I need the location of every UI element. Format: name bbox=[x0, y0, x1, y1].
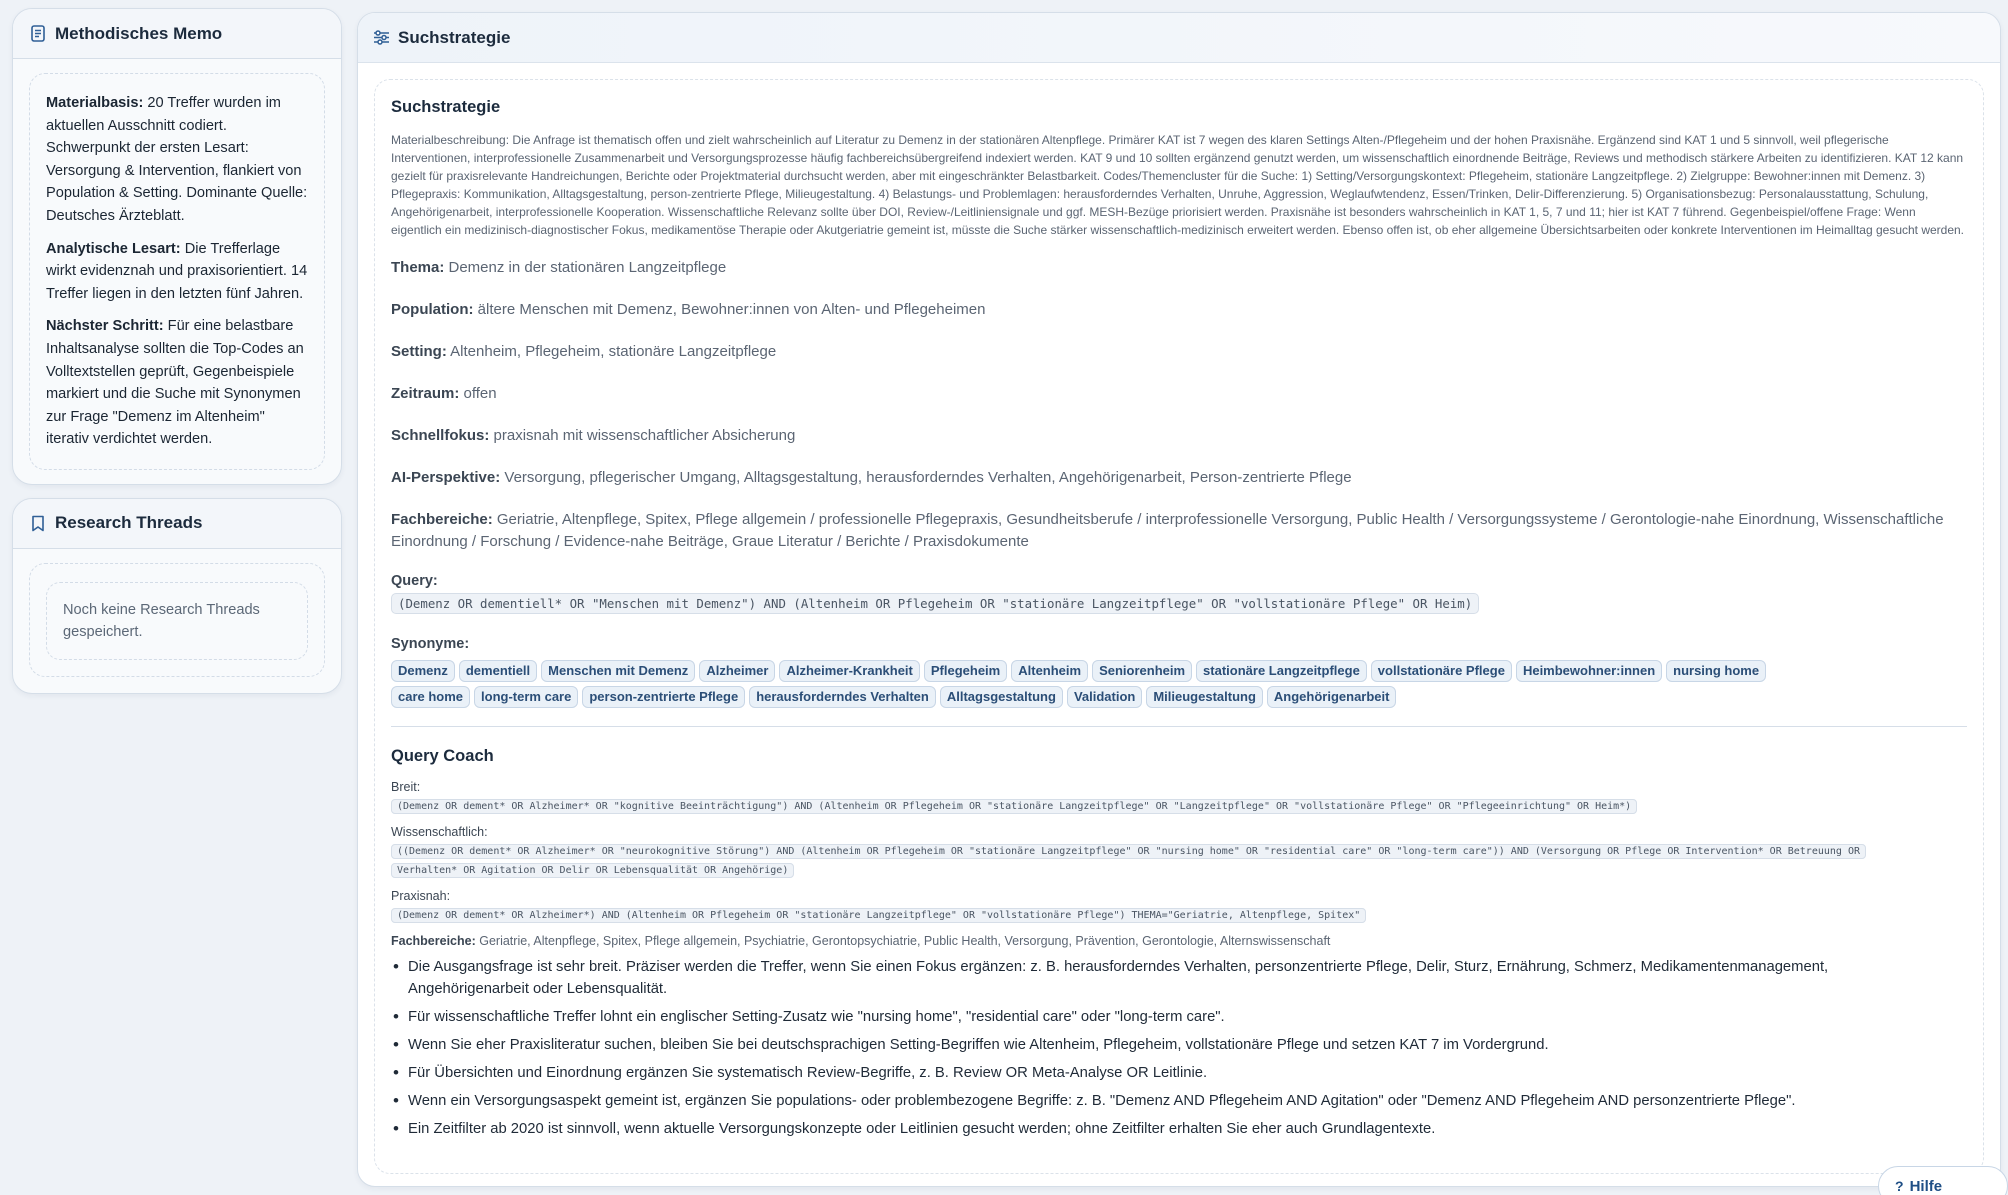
bookmark-icon bbox=[29, 514, 47, 532]
panel-header bbox=[358, 13, 2000, 63]
research-threads-list bbox=[29, 563, 325, 677]
memo-text: Für eine belastbare Inhaltsanalyse sollten die Top-Codes an Volltextstellen geprüft, Gegenbeispiele markiert und die Suche mit Synonymen zur Frage "Demenz im Altenheim" iterativ verdichtet werden. bbox=[46, 318, 304, 448]
research-threads-card bbox=[12, 498, 342, 694]
coach-tip: • Wenn Sie eher Praxisliteratur suchen, bleiben Sie bei deutschsprachigen Setting-Begriffen wie Altenheim, Pflegeheim, vollstationäre Pflege und setzen KAT 7 im Vordergrund. bbox=[391, 1034, 1951, 1056]
field-value: praxisnah mit wissenschaftlicher Absicherung bbox=[489, 427, 796, 444]
synonym-chip[interactable]: nursing home bbox=[1666, 660, 1766, 682]
strategy-heading: Suchstrategie bbox=[391, 98, 501, 116]
praxisnah-label: Praxisnah: bbox=[391, 889, 451, 903]
memo-paragraph bbox=[46, 238, 308, 306]
sliders-icon bbox=[372, 29, 390, 47]
strategy-field bbox=[391, 257, 1967, 279]
query-code[interactable]: (Demenz OR dementiell* OR "Menschen mit Demenz") AND (Altenheim OR Pflegeheim OR "stationäre Langzeitpflege" OR "vollstationäre Pflege" OR Heim) bbox=[391, 593, 1479, 614]
synonym-chip[interactable]: Angehörigenarbeit bbox=[1267, 686, 1397, 708]
research-threads-empty: Noch keine Research Threads gespeichert. bbox=[46, 582, 308, 660]
memo-label: Materialbasis: bbox=[46, 95, 144, 111]
breit-query[interactable]: (Demenz OR dement* OR Alzheimer* OR "kognitive Beeinträchtigung") AND (Altenheim OR Pflegeheim OR "stationäre Langzeitpflege" OR "Langzeitpflege" OR "vollstationäre Pflege" OR "Pflegeeinrichtung" OR Heim*) bbox=[391, 799, 1637, 814]
breit-label: Breit: bbox=[391, 780, 421, 794]
field-label: Schnellfokus: bbox=[391, 427, 490, 444]
strategy-field bbox=[391, 299, 1967, 321]
research-threads-header bbox=[13, 499, 341, 549]
material-description: Materialbeschreibung: Die Anfrage ist thematisch offen und zielt wahrscheinlich auf Literatur zu Demenz in der stationären Altenpflege. Primärer KAT ist 7 wegen des klaren Settings Alten-/Pflegeheim und der hohen Praxisnähe. Ergänzend sind KAT 1 und 5 sinnvoll, weil pflegerische Interventionen, interprofessionelle Zusammenarbeit und Versorgungsprozesse häufig fachbereichsübergreifend indexiert werden. KAT 9 und 10 sollten ergänzend genutzt werden, um wissenschaftlich einordnende Beiträge, Reviews und methodisch stärkere Arbeiten zu identifizieren. KAT 12 kann gezielt für praxisrelevante Handreichungen, Berichte oder Projektmaterial durchsucht werden, aber mit eingeschränkter Belastbarkeit. Codes/Themencluster für die Suche: 1) Setting/Versorgungskontext: Pflegeheim, stationäre Langzeitpflege. 2) Zielgruppe: Bewohner:innen mit Demenz. 3) Pflegepraxis: Kommunikation, Alltagsgestaltung, person-zentrierte Pflege, Milieugestaltung. 4) Belastungs- und Problemlagen: herausforderndes Verhalten, Unruhe, Aggression, Weglaufwtendenz, Essen/Trinken, Delir-Differenzierung. 5) Organisationsbezug: Personalausstattung, Schulung, Angehörigenarbeit, interprofessionelle Kooperation. Wissenschaftliche Relevanz sollte über DOI, Review-/Leitliniensignale und ggf. MESH-Bezüge priorisiert werden. Praxisnähe ist besonders wahrscheinlich in KAT 1, 5, 7 und 11; hier ist KAT 7 führend. Gegenbeispiel/offene Frage: Wenn eigentlich ein medizinisch-diagnostischer Fokus, medikamentöse Therapie oder Akutgeriatrie gemeint ist, müsste die Suche stärker wissenschaftlich-medizinisch erweitert werden. Ebenso offen ist, ob eher allgemeine Übersichtsarbeiten oder konkrete Interventionen im Heimalltag gesucht werden. bbox=[391, 133, 1965, 237]
field-label: Setting: bbox=[391, 343, 447, 360]
memo-label: Nächster Schritt: bbox=[46, 318, 164, 335]
synonym-chip[interactable]: care home bbox=[391, 686, 470, 708]
help-label: Hilfe bbox=[1909, 1177, 1943, 1195]
field-label: AI-Perspektive: bbox=[391, 469, 501, 486]
strategy-field bbox=[391, 509, 1967, 553]
field-label: Zeitraum: bbox=[391, 385, 460, 402]
divider bbox=[391, 726, 1967, 727]
strategy-field bbox=[391, 383, 1967, 405]
synonym-chip[interactable]: Seniorenheim bbox=[1092, 660, 1192, 682]
praxisnah-query[interactable]: (Demenz OR dement* OR Alzheimer*) AND (Altenheim OR Pflegeheim OR "stationäre Langzeitpflege" OR "vollstationäre Pflege") THEMA="Geriatrie, Altenpflege, Spitex" bbox=[391, 908, 1366, 923]
synonym-chip[interactable]: Menschen mit Demenz bbox=[541, 660, 695, 682]
synonym-chip[interactable]: Altenheim bbox=[1011, 660, 1088, 682]
field-value: Altenheim, Pflegeheim, stationäre Langzeitpflege bbox=[446, 343, 777, 360]
help-button[interactable] bbox=[1878, 1166, 2008, 1195]
document-icon bbox=[29, 25, 47, 43]
synonym-chip[interactable]: Alzheimer-Krankheit bbox=[779, 660, 919, 682]
coach-fachbereiche-label: Fachbereiche: bbox=[391, 934, 476, 948]
coach-tip: • Ein Zeitfilter ab 2020 ist sinnvoll, wenn aktuelle Versorgungskonzepte oder Leitlinien gesucht werden; ohne Zeitfilter erhalten Sie eher auch Grundlagentexte. bbox=[391, 1118, 1951, 1140]
coach-tips bbox=[391, 956, 1967, 1140]
research-threads-title: Research Threads bbox=[55, 513, 203, 533]
memo-content bbox=[29, 73, 325, 470]
strategy-field bbox=[391, 425, 1967, 447]
field-value: Geriatrie, Altenpflege, Spitex, Pflege allgemein / professionelle Pflegepraxis, Gesundheitsberufe / interprofessionelle Versorgung, Public Health / Versorgungssysteme / Gerontologie-nahe Einordnung, Wissenschaftliche Einordnung / Forschung / Evidence-nahe Beiträge, Graue Literatur / Berichte / Praxisdokumente bbox=[391, 511, 1944, 550]
synonym-chip[interactable]: long-term care bbox=[474, 686, 578, 708]
synonym-chip[interactable]: herausforderndes Verhalten bbox=[749, 686, 936, 708]
panel-title: Suchstrategie bbox=[398, 27, 511, 47]
coach-fachbereiche-value: Geriatrie, Altenpflege, Spitex, Pflege allgemein, Psychiatrie, Gerontopsychiatrie, Public Health, Versorgung, Prävention, Gerontologie, Alternswissenschaft bbox=[475, 934, 1331, 948]
wissenschaftlich-label: Wissenschaftlich: bbox=[391, 825, 488, 839]
field-value: Versorgung, pflegerischer Umgang, Alltagsgestaltung, herausforderndes Verhalten, Angehörigenarbeit, Person-zentrierte Pflege bbox=[500, 469, 1352, 486]
help-icon: ? bbox=[1895, 1178, 1904, 1194]
search-strategy-panel bbox=[357, 12, 2001, 1187]
synonym-chips bbox=[391, 660, 1811, 708]
left-column bbox=[12, 8, 342, 694]
coach-tip: • Die Ausgangsfrage ist sehr breit. Präziser werden die Treffer, wenn Sie einen Fokus ergänzen: z. B. herausforderndes Verhalten, personzentrierte Pflege, Delir, Sturz, Ernährung, Schmerz, Medikamentenmanagement, Angehörigenarbeit oder Lebensqualität. bbox=[391, 956, 1951, 1000]
wissenschaftlich-query[interactable]: ((Demenz OR dement* OR Alzheimer* OR "neurokognitive Störung") AND (Altenheim OR Pflegeheim OR "stationäre Langzeitpflege" OR "nursing home" OR "residential care" OR "long-term care")) AND (Versorgung OR Pflege OR Intervention* OR Betreuung OR Verhalten* OR Agitation OR Delir OR Lebensqualität OR Angehörige) bbox=[391, 844, 1866, 878]
field-value: ältere Menschen mit Demenz, Bewohner:innen von Alten- und Pflegeheimen bbox=[473, 301, 986, 318]
coach-tip: • Für wissenschaftliche Treffer lohnt ein englischer Setting-Zusatz wie "nursing home", "residential care" oder "long-term care". bbox=[391, 1006, 1951, 1028]
synonym-chip[interactable]: vollstationäre Pflege bbox=[1371, 660, 1512, 682]
synonym-chip[interactable]: Demenz bbox=[391, 660, 455, 682]
memo-label: Analytische Lesart: bbox=[46, 240, 181, 257]
memo-card bbox=[12, 8, 342, 485]
field-label: Fachbereiche: bbox=[391, 511, 493, 528]
memo-paragraph bbox=[46, 315, 308, 451]
synonym-chip[interactable]: Alzheimer bbox=[699, 660, 775, 682]
field-label: Population: bbox=[391, 301, 474, 318]
memo-title: Methodisches Memo bbox=[55, 23, 223, 43]
synonym-chip[interactable]: stationäre Langzeitpflege bbox=[1196, 660, 1367, 682]
synonym-chip[interactable]: person-zentrierte Pflege bbox=[582, 686, 745, 708]
synonym-chip[interactable]: Validation bbox=[1067, 686, 1142, 708]
field-value: offen bbox=[459, 385, 497, 402]
strategy-content bbox=[374, 79, 1984, 1174]
synonym-chip[interactable]: dementiell bbox=[459, 660, 537, 682]
synonym-chip[interactable]: Milieugestaltung bbox=[1146, 686, 1263, 708]
coach-tip: • Für Übersichten und Einordnung ergänzen Sie systematisch Review-Begriffe, z. B. Review OR Meta-Analyse OR Leitlinie. bbox=[391, 1062, 1951, 1084]
field-label: Thema: bbox=[391, 259, 445, 276]
query-coach-heading: Query Coach bbox=[391, 747, 494, 765]
synonyms-label: Synonyme: bbox=[391, 636, 470, 652]
synonym-chip[interactable]: Alltagsgestaltung bbox=[940, 686, 1063, 708]
field-value: Demenz in der stationären Langzeitpflege bbox=[444, 259, 727, 276]
memo-text: 20 Treffer wurden im aktuellen Ausschnitt codiert. Schwerpunkt der ersten Lesart: Versorgung & Intervention, flankiert von Population & Setting. Dominante Quelle: Deutsches Ärzteblatt. bbox=[46, 95, 308, 224]
strategy-field bbox=[391, 467, 1967, 489]
memo-text: Die Trefferlage wirkt evidenznah und praxisorientiert. 14 Treffer liegen in den letzten fünf Jahren. bbox=[46, 240, 308, 302]
synonym-chip[interactable]: Heimbewohner:innen bbox=[1516, 660, 1662, 682]
strategy-field bbox=[391, 341, 1967, 363]
query-label: Query: bbox=[391, 573, 438, 589]
coach-fachbereiche bbox=[391, 934, 1967, 948]
memo-header bbox=[13, 9, 341, 59]
synonym-chip[interactable]: Pflegeheim bbox=[924, 660, 1007, 682]
coach-tip: • Wenn ein Versorgungsaspekt gemeint ist, ergänzen Sie populations- oder problembezogene Begriffe: z. B. "Demenz AND Pflegeheim AND Agitation" oder "Demenz AND Pflegeheim AND personzentrierte Pflege". bbox=[391, 1090, 1951, 1112]
memo-paragraph bbox=[46, 92, 308, 228]
strategy-fields bbox=[391, 257, 1967, 553]
